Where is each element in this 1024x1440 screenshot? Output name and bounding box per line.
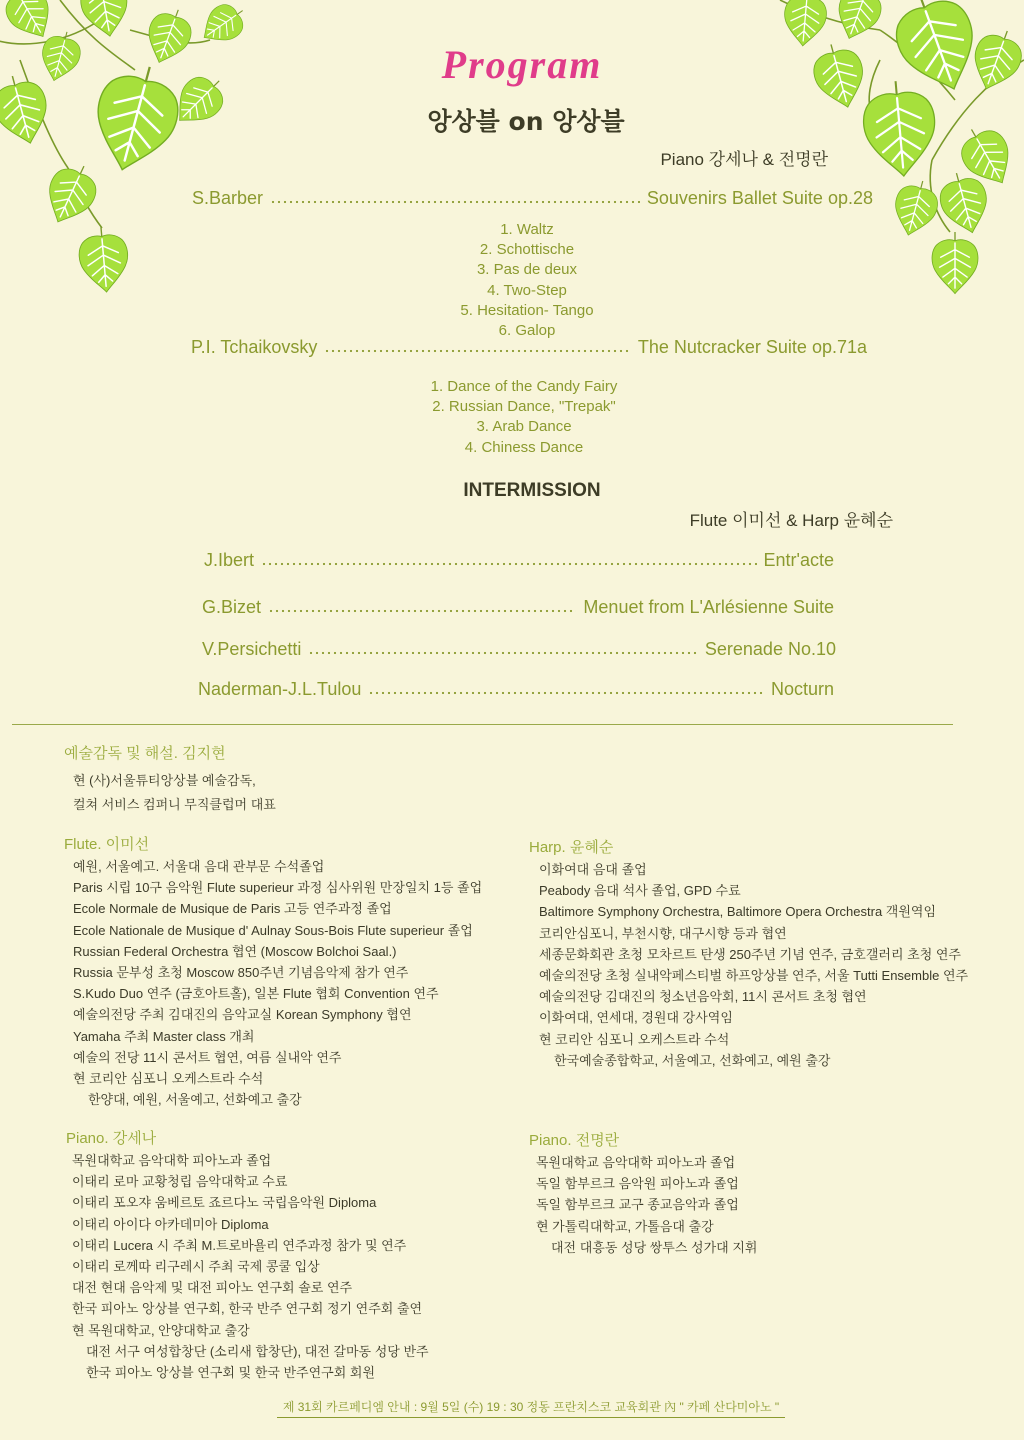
composer-name: G.Bizet: [202, 597, 262, 617]
footer-notice: [181, 1398, 881, 1418]
intermission-label: INTERMISSION: [463, 480, 601, 501]
bio-line: 대전 현대 음악제 및 대전 피아노 연구회 솔로 연주: [72, 1280, 353, 1296]
bio-line: Yamaha 주최 Master class 개최: [73, 1028, 255, 1044]
bio-line: Paris 시립 10구 음악원 Flute superieur 과정 심사위원 만장일치 1등 졸업: [73, 880, 483, 896]
bio-line: 예술의전당 주최 김대진의 음악교실 Korean Symphony 협연: [73, 1007, 412, 1023]
dot-leader: [270, 200, 640, 204]
bio-line: 현 코리안 심포니 오케스트라 수석: [73, 1071, 264, 1087]
leaf-icon: [194, 0, 253, 52]
bio-flute: [64, 834, 482, 1110]
movement-item: 4. Chiness Dance: [464, 438, 584, 456]
program-work-row: [198, 678, 834, 700]
movement-list: [327, 220, 727, 341]
bio-line: 코리안심포니, 부천시향, 대구시향 등과 협연: [539, 925, 787, 941]
bio-line: 대전 대흥동 성당 쌍투스 성가대 지휘: [551, 1239, 758, 1255]
bio-line: 한국예술종합학교, 서울예고, 선화예고, 예원 출강: [554, 1052, 831, 1068]
leaf-icon: [84, 57, 188, 180]
piece-title: The Nutcracker Suite op.71a: [637, 337, 867, 357]
leaf-icon: [139, 3, 197, 70]
bio-line: 한국 피아노 앙상블 연구회 및 한국 반주연구회 회원: [86, 1365, 376, 1381]
section-divider: [12, 724, 953, 725]
bio-line: 한국 피아노 앙상블 연구회, 한국 반주 연구회 정기 연주회 출연: [72, 1301, 423, 1317]
program-work-row: [202, 596, 834, 618]
footer-text: 제 31회 카르페디엠 안내 : 9월 5일 (수) 19 : 30 정동 프란치스코 교육회관 內 " 카페 산다미아노 ": [277, 1399, 785, 1418]
bio-heading: Flute. 이미선: [64, 836, 150, 853]
bio-line: 예술의 전당 11시 콘서트 협연, 여름 실내악 연주: [73, 1049, 342, 1065]
leaf-icon: [829, 0, 887, 46]
piece-title: Nocturn: [770, 679, 834, 699]
composer-name: S.Barber: [192, 188, 264, 208]
bio-line: 이화여대 음대 졸업: [539, 862, 647, 877]
bio-piano-jeon: [529, 1130, 757, 1258]
leaf-icon: [37, 156, 105, 231]
bio-line: 세종문화회관 초청 모차르트 탄생 250주년 기념 연주, 금호갤러리 초청 연주: [539, 946, 961, 962]
bio-line: Russian Federal Orchestra 협연 (Moscow Bolchoi Saal.): [73, 943, 397, 959]
part1-performers: Piano 강세나 & 전명란: [660, 150, 828, 169]
composer-name: V.Persichetti: [202, 639, 302, 659]
leaf-icon: [77, 0, 133, 40]
bio-line: Peabody 음대 석사 졸업, GPD 수료: [539, 883, 741, 899]
bio-piano-kang: [66, 1128, 429, 1383]
bio-line: S.Kudo Duo 연주 (금호아트홀), 일본 Flute 협회 Convention 연주: [73, 986, 439, 1002]
bio-heading: Piano. 전명란: [529, 1132, 620, 1149]
leaf-icon: [965, 23, 1024, 97]
bio-line: 한양대, 예원, 서울예고, 선화예고 출강: [88, 1092, 302, 1108]
bio-line: 예술의전당 김대진의 청소년음악회, 11시 콘서트 초청 협연: [539, 989, 867, 1005]
bio-lines: [66, 1150, 429, 1383]
bio-line: Baltimore Symphony Orchestra, Baltimore Opera Orchestra 객원역임: [539, 904, 937, 920]
bio-line: 예술의전당 초청 실내악페스티벌 하프앙상블 연주, 서울 Tutti Ensemble 연주: [539, 968, 969, 984]
dot-leader: [368, 691, 764, 695]
bio-line: Ecole Nationale de Musique d' Aulnay Sous-Bois Flute superieur 졸업: [73, 922, 473, 938]
leaf-icon: [888, 176, 943, 241]
bio-heading: 예술감독 및 해설. 김지현: [64, 745, 226, 762]
bio-line: 이태리 로마 교황청립 음악대학교 수료: [72, 1174, 288, 1190]
bio-lines: [64, 856, 482, 1110]
bio-line: 현 코리안 심포니 오케스트라 수석: [539, 1031, 730, 1047]
bio-heading: Piano. 강세나: [66, 1130, 157, 1147]
piece-title: Entr'acte: [763, 550, 834, 570]
movement-item: 3. Pas de deux: [476, 261, 578, 279]
bio-line: 이태리 아이다 아카데미아 Diploma: [72, 1216, 269, 1232]
leaf-icon: [884, 0, 989, 102]
dot-leader: [324, 349, 630, 353]
dot-leader: [308, 651, 698, 655]
bio-line: 이화여대, 연세대, 경원대 강사역임: [539, 1010, 733, 1026]
movement-item: 5. Hesitation- Tango: [460, 301, 594, 319]
bio-lines: [529, 1152, 757, 1258]
program-script-title: Program: [441, 42, 603, 87]
part2-performers: Flute 이미선 & Harp 윤혜순: [689, 511, 893, 530]
bio-line: 이태리 포오쟈 움베르토 죠르다노 국립음악원 Diploma: [72, 1195, 377, 1211]
leaf-icon: [860, 78, 939, 179]
movement-item: 4. Two-Step: [487, 281, 567, 299]
movement-item: 2. Russian Dance, "Trepak": [432, 398, 616, 416]
bio-line: 독일 함부르크 음악원 피아노과 졸업: [536, 1176, 739, 1192]
composer-name: Naderman-J.L.Tulou: [198, 679, 362, 699]
program-work-row: [192, 187, 873, 209]
program-work-row: [202, 638, 836, 660]
leaf-icon: [808, 38, 872, 113]
bio-director: [64, 743, 276, 817]
movement-item: 6. Galop: [498, 322, 556, 340]
bio-line: 대전 서구 여성합창단 (소리새 합창단), 대전 갈마동 성당 반주: [86, 1343, 429, 1359]
bio-heading: Harp. 윤혜순: [529, 839, 614, 856]
program-work-row: [191, 336, 867, 358]
bio-line: 독일 함부르크 교구 종교음악과 졸업: [536, 1197, 739, 1213]
leaf-icon: [782, 0, 828, 48]
bio-line: 목원대학교 음악대학 피아노과 졸업: [536, 1155, 736, 1170]
leaf-branch-top-right-icon: [780, 0, 1024, 294]
bio-harp: [529, 837, 968, 1071]
program-work-row: [204, 549, 834, 571]
bio-lines: [64, 769, 276, 817]
bio-line: 현 목원대학교, 안양대학교 출강: [72, 1322, 250, 1338]
composer-name: J.Ibert: [204, 550, 255, 570]
movement-item: 2. Schottische: [479, 241, 575, 259]
bio-line: Russia 문부성 초청 Moscow 850주년 기념음악제 참가 연주: [73, 965, 409, 981]
bio-line: Ecole Normale de Musique de Paris 고등 연주과정 졸업: [73, 901, 392, 917]
bio-line: 컬쳐 서비스 컴퍼니 무직클럽머 대표: [73, 797, 276, 812]
dot-leader: [261, 562, 756, 566]
leaf-icon: [77, 225, 131, 294]
bio-line: 이태리 로께따 리구레시 주최 국제 콩쿨 입상: [72, 1259, 320, 1275]
movement-item: 1. Waltz: [500, 221, 554, 238]
bio-lines: [529, 859, 968, 1071]
movement-item: 1. Dance of the Candy Fairy: [430, 378, 618, 395]
bio-line: 예원, 서울예고. 서울대 음대 관부문 수석졸업: [73, 859, 325, 874]
leaf-icon: [932, 232, 978, 294]
piece-title: Menuet from L'Arlésienne Suite: [583, 597, 834, 617]
bio-line: 현 (사)서울튜티앙상블 예술감독,: [73, 773, 256, 788]
piece-title: Souvenirs Ballet Suite op.28: [646, 188, 873, 208]
leaf-branch-top-left-icon: [0, 0, 253, 294]
concert-title: 앙상블 on 앙상블: [427, 107, 625, 136]
bio-line: 목원대학교 음악대학 피아노과 졸업: [72, 1153, 272, 1168]
movement-list: [324, 377, 724, 458]
movement-item: 3. Arab Dance: [476, 418, 572, 436]
piece-title: Serenade No.10: [704, 639, 836, 659]
bio-line: 이태리 Lucera 시 주최 M.트로바욜리 연주과정 참가 및 연주: [72, 1237, 407, 1253]
composer-name: P.I. Tchaikovsky: [191, 337, 318, 357]
dot-leader: [268, 609, 576, 613]
bio-line: 현 가톨릭대학교, 가톨음대 출강: [536, 1218, 714, 1234]
